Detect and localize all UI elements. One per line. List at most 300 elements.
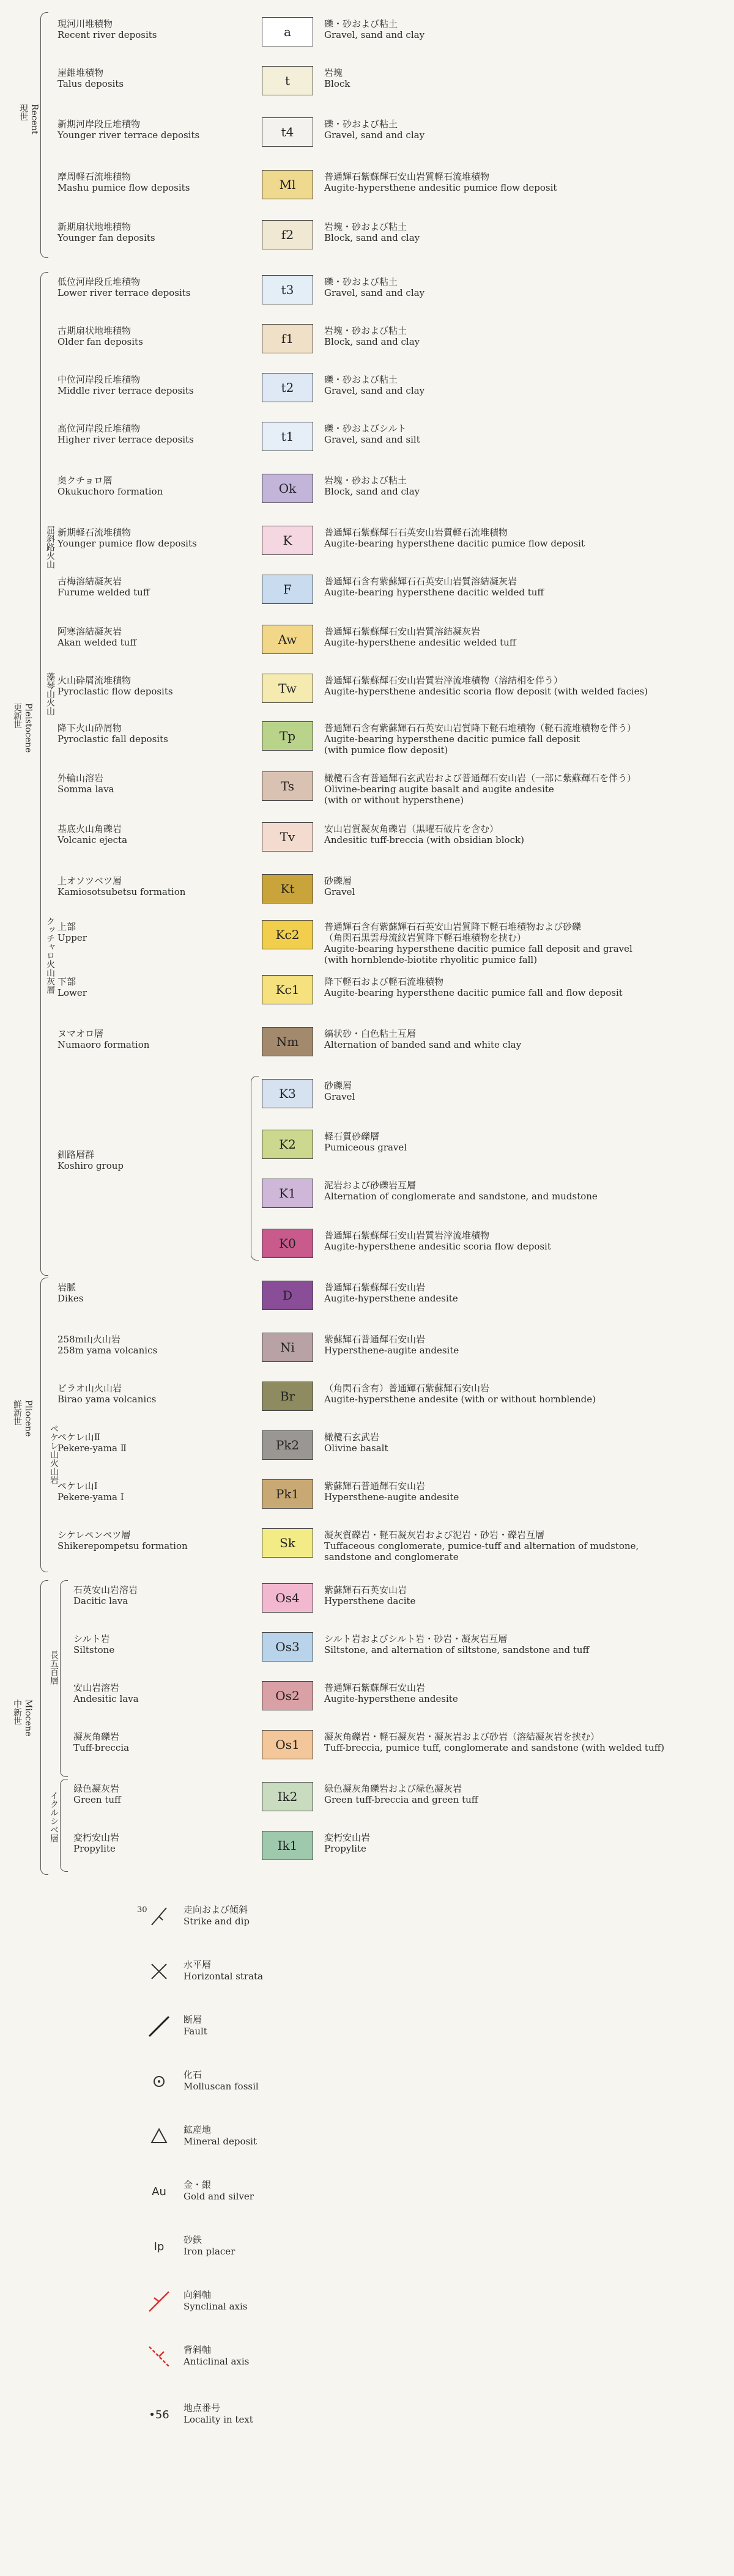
unit-name-en: Younger fan deposits [57,232,155,243]
unit-swatch [262,1681,313,1710]
description-line: 砂礫層 [324,1080,352,1091]
symbol-label-jp: 地点番号 [184,2402,221,2413]
unit-swatch [262,1027,313,1056]
unit-name-jp: ヌマオロ層 [57,1028,104,1039]
unit-code: Kc2 [275,927,300,942]
ip-icon [147,2234,171,2259]
description-line: Gravel [324,886,355,897]
unit-name-en: Lower river terrace deposits [57,287,191,298]
unit-name-en: Siltstone [73,1644,115,1655]
unit-description [324,423,420,445]
unit-name-en: Akan welded tuff [57,637,137,648]
symbol-label-en: Horizontal strata [184,1971,264,1982]
unit-swatch [262,324,313,353]
description-line: Gravel, sand and clay [324,130,425,141]
miocene-bracket [40,1580,48,1875]
unit-name-jp: 中位河岸段丘堆積物 [57,374,141,385]
unit-description [324,171,557,193]
symbol-label [184,2344,249,2368]
unit-swatch [262,1583,313,1613]
unit-description [324,67,350,89]
unit-description [324,1731,664,1753]
unit-swatch [262,575,313,604]
description-line: 礫・砂およびシルト [324,423,407,434]
unit-name-en: Lower [57,987,87,998]
unit-label [57,1432,127,1454]
description-line: （角閃石含有）普通輝石紫蘇輝石安山岩 [324,1383,490,1394]
unit-swatch [262,1430,313,1460]
symbol-label-en: Locality in text [184,2414,253,2425]
unit-name-jp: 低位河岸段丘堆積物 [57,276,141,287]
unit-name-jp: 石英安山岩溶岩 [73,1584,138,1595]
description-line: 普通輝石紫蘇輝石安山岩質岩滓流堆積物 [324,1230,490,1241]
symbol-label-jp: 背斜軸 [184,2344,212,2355]
unit-label [73,1584,138,1606]
unit-code: K0 [279,1236,296,1251]
unit-code: Ik2 [277,1789,298,1804]
description-line: Pumiceous gravel [324,1142,407,1153]
osappe-bracket [60,1580,68,1777]
unit-name-en: Pyroclastic flow deposits [57,686,173,697]
unit-code: t4 [281,125,294,139]
description-line: Gravel, sand and silt [324,434,420,445]
unit-description [324,576,544,598]
ikurushibe-bracket [60,1779,68,1872]
era-label-en: Pliocene [23,1400,33,1437]
unit-swatch [262,1831,313,1860]
description-line: Augite-bearing hypersthene dacitic pumice fall deposit and gravel [324,943,632,954]
unit-name-en: Tuff-breccia [73,1742,130,1753]
kushiro-label [57,1149,124,1171]
unit-name-jp: 凝灰角礫岩 [73,1731,120,1742]
anticline-icon [147,2344,171,2369]
description-line: （角閃石黒雲母流紋岩質降下軽石堆積物を挟む） [324,932,527,943]
unit-swatch [262,1229,313,1258]
unit-name-en: Somma lava [57,784,114,795]
unit-description [324,1432,388,1454]
unit-description [324,1832,370,1854]
unit-label [57,1334,157,1356]
unit-description [324,1783,478,1805]
unit-name-jp: 岩脈 [57,1282,76,1293]
description-line: Gravel [324,1091,355,1102]
unit-swatch [262,1281,313,1310]
unit-name-jp: 阿寒溶結凝灰岩 [57,626,122,637]
unit-swatch [262,170,313,199]
unit-name-jp: 258m山火山岩 [57,1334,120,1345]
unit-swatch [262,874,313,903]
description-line: 普通輝石含有紫蘇輝石石英安山岩質降下軽石堆積物および砂礫 [324,921,582,932]
unit-description [324,18,424,40]
description-line: 岩塊・砂および粘土 [324,325,407,336]
unit-label [73,1731,129,1753]
description-line: Alternation of conglomerate and sandstone, and mudstone [324,1191,598,1202]
unit-code: Pk1 [275,1487,300,1501]
unit-label [73,1783,121,1805]
unit-name-en: Volcanic ejecta [57,834,128,845]
unit-description [324,374,424,396]
unit-description [324,921,632,965]
unit-code: Kc1 [275,982,300,997]
unit-name-jp: 変朽安山岩 [73,1832,120,1843]
unit-name-en: 258m yama volcanics [57,1345,158,1356]
description-line: 縞状砂・白色粘土互層 [324,1028,417,1039]
locality-icon [147,2402,171,2427]
unit-swatch [262,975,313,1004]
unit-swatch [262,474,313,503]
unit-swatch [262,1632,313,1662]
unit-code: f1 [281,331,294,346]
unit-label [57,18,157,40]
description-line: Gravel, sand and clay [324,385,425,396]
era-label-jp: 現世 [18,104,28,121]
unit-swatch [262,1130,313,1159]
unit-name-en: Numaoro formation [57,1039,150,1050]
unit-swatch [262,275,313,304]
unit-name-jp: 基底火山角礫岩 [57,823,122,834]
unit-code: K3 [279,1086,296,1101]
description-line: Hypersthene-augite andesite [324,1492,459,1503]
unit-name-en: Older fan deposits [57,336,143,347]
unit-name-en: Middle river terrace deposits [57,385,194,396]
formation-label-jp: イクルシベ層 [49,1791,59,1842]
era-label-jp: 中新世 [12,1699,22,1725]
unit-swatch [262,625,313,654]
description-line: Augite-hypersthene andesitic scoria flow deposit [324,1241,551,1252]
unit-label [57,527,197,549]
symbol-glyph: Ip [154,2240,165,2253]
unit-code: t [284,73,291,88]
unit-description [324,1682,458,1704]
symbol-label-en: Strike and dip [184,1916,250,1927]
unit-code: a [284,24,291,39]
unit-label [57,875,185,897]
unit-label [57,773,114,795]
unit-name-en: Shikerepompetsu formation [57,1540,188,1551]
unit-description [324,1080,355,1102]
unit-swatch [262,1479,313,1509]
unit-swatch [262,373,313,402]
symbol-label-jp: 金・銀 [184,2179,212,2190]
unit-name-jp: 現河川堆積物 [57,18,113,29]
description-line: 普通輝石紫蘇輝石石英安山岩質軽石流堆積物 [324,527,508,538]
unit-description [324,527,585,549]
description-line: 凝灰角礫岩・軽石凝灰岩・凝灰岩および砂岩（溶結凝灰岩を挟む） [324,1731,600,1742]
unit-description [324,1584,415,1606]
unit-code: Br [280,1389,295,1404]
unit-name-en: Birao yama volcanics [57,1394,157,1405]
symbol-label-en: Fault [184,2026,207,2037]
unit-label [57,1481,124,1503]
fault-icon [147,2014,171,2039]
unit-description [324,1131,407,1153]
unit-code: Ok [278,481,297,496]
description-line: Olivine-bearing augite basalt and augite andesite [324,784,554,795]
description-line: Green tuff-breccia and green tuff [324,1794,478,1805]
unit-label [57,1282,84,1304]
unit-name-en: Propylite [73,1843,116,1854]
symbol-label-jp: 砂鉄 [184,2234,202,2245]
unit-code: Tv [280,830,295,844]
unit-swatch [262,1079,313,1108]
description-line: 普通輝石紫蘇輝石安山岩質岩滓流堆積物（溶結相を伴う） [324,675,563,686]
unit-swatch [262,771,313,801]
description-line: (with pumice flow deposit) [324,745,448,756]
unit-swatch [262,220,313,249]
symbol-label [184,2014,207,2037]
unit-label [57,1383,156,1405]
symbol-glyph: •56 [149,2408,169,2421]
unit-name-jp: 新期扇状地堆積物 [57,221,132,232]
description-line: Augite-hypersthene andesite [324,1693,458,1704]
unit-description [324,1282,458,1304]
description-line: 紫蘇輝石普通輝石安山岩 [324,1481,426,1492]
unit-description [324,1633,589,1655]
unit-name-en: Dacitic lava [73,1595,128,1606]
description-line: 安山岩質凝灰角礫岩（黒曜石破片を含む） [324,823,499,834]
unit-code: Pk2 [275,1438,300,1452]
description-line: 岩塊 [324,67,343,78]
unit-name-jp: 緑色凝灰岩 [73,1783,120,1794]
description-line: 降下軽石および軽石流堆積物 [324,976,444,987]
unit-code: Os4 [275,1591,300,1605]
description-line: Tuff-breccia, pumice tuff, conglomerate and sandstone (with welded tuff) [324,1742,665,1753]
description-line: Olivine basalt [324,1443,388,1454]
group-name-en: Koshiro group [57,1160,124,1171]
unit-code: K [283,533,292,548]
description-line: 軽石質砂礫層 [324,1131,380,1142]
description-line: 砂礫層 [324,875,352,886]
unit-swatch [262,526,313,555]
symbol-label-jp: 水平層 [184,1959,212,1970]
unit-description [324,675,648,697]
unit-name-en: Pyroclastic fall deposits [57,734,168,745]
dip-value: 30 [137,1905,147,1915]
symbol-label-jp: 断層 [184,2014,202,2025]
unit-code: t2 [281,380,294,395]
era-label-en: Miocene [23,1699,33,1737]
unit-name-jp: ペケレ山Ⅱ [57,1432,100,1443]
unit-description [324,1028,521,1050]
description-line: Augite-bearing hypersthene dacitic pumice fall deposit [324,734,580,745]
description-line: シルト岩およびシルト岩・砂岩・凝灰岩互層 [324,1633,508,1644]
symbol-label-en: Iron placer [184,2246,235,2257]
unit-swatch [262,1179,313,1208]
symbol-label [184,2402,253,2426]
unit-swatch [262,1730,313,1759]
description-line: 普通輝石紫蘇輝石安山岩 [324,1682,426,1693]
description-line: Block, sand and clay [324,232,420,243]
unit-swatch [262,721,313,751]
unit-name-en: Furume welded tuff [57,587,150,598]
symbol-label-jp: 走向および傾斜 [184,1904,248,1915]
description-line: 凝灰質礫岩・軽石凝灰岩および泥岩・砂岩・礫岩互層 [324,1529,545,1540]
unit-name-jp: 崖錐堆積物 [57,67,104,78]
unit-code: Os2 [275,1688,300,1703]
unit-label [57,626,136,648]
description-line: Andesitic tuff-breccia (with obsidian block) [324,834,524,845]
description-line: Gravel, sand and clay [324,287,425,298]
unit-code: K2 [279,1137,296,1152]
unit-name-en: Younger river terrace deposits [57,130,200,141]
description-line: 普通輝石紫蘇輝石安山岩 [324,1282,426,1293]
volcano-label-jp: 藻琴山火山 [45,672,55,715]
description-line: Block, sand and clay [324,486,420,497]
unit-name-en: Dikes [57,1293,84,1304]
unit-label [57,374,194,396]
unit-swatch [262,1382,313,1411]
description-line: Augite-hypersthene andesite (with or without hornblende) [324,1394,596,1405]
description-line: 礫・砂および粘土 [324,119,398,130]
unit-code: Kt [280,881,295,896]
unit-name-en: Kamiosotsubetsu formation [57,886,186,897]
unit-label [57,67,124,89]
symbol-label-jp: 鉱産地 [184,2124,212,2135]
symbol-label [184,2289,247,2313]
unit-name-jp: 外輪山溶岩 [57,773,104,784]
unit-swatch [262,1782,313,1811]
unit-name-jp: 奥クチョロ層 [57,475,113,486]
unit-name-en: Green tuff [73,1794,121,1805]
unit-label [57,1028,149,1050]
description-line: 普通輝石含有紫蘇輝石石英安山岩質溶結凝灰岩 [324,576,517,587]
unit-description [324,1334,459,1356]
description-line: 礫・砂および粘土 [324,18,398,29]
unit-label [57,675,173,697]
unit-description [324,723,636,756]
symbol-label [184,2124,257,2147]
horizontal-icon [147,1959,171,1984]
mineral-icon [147,2124,171,2149]
era-label-jp: 更新世 [12,703,22,729]
description-line: 礫・砂および粘土 [324,374,398,385]
unit-name-jp: ビラオ山火山岩 [57,1383,122,1394]
unit-name-en: Upper [57,932,87,943]
description-line: Block [324,78,350,89]
unit-code: Ik1 [277,1838,298,1853]
unit-label [57,1529,188,1551]
unit-code: Sk [280,1536,295,1550]
unit-code: Ml [279,177,296,192]
unit-code: Aw [278,632,297,647]
unit-swatch [262,66,313,95]
unit-description [324,1529,639,1562]
unit-name-en: Talus deposits [57,78,124,89]
description-line: 普通輝石紫蘇輝石安山岩質軽石流堆積物 [324,171,490,182]
unit-code: Ts [280,779,295,793]
unit-swatch [262,1528,313,1558]
unit-name-jp: 高位河岸段丘堆積物 [57,423,141,434]
description-line: Tuffaceous conglomerate, pumice-tuff and alternation of mudstone, [324,1540,639,1551]
unit-name-en: Mashu pumice flow deposits [57,182,190,193]
unit-code: f2 [281,227,294,242]
description-line: Hypersthene dacite [324,1595,416,1606]
symbol-label-en: Gold and silver [184,2191,254,2202]
unit-code: D [282,1288,293,1303]
description-line: Augite-hypersthene andesitic pumice flow deposit [324,182,557,193]
symbol-glyph: Au [152,2185,166,2198]
unit-name-jp: 摩周軽石流堆積物 [57,171,132,182]
symbol-label [184,2179,254,2202]
unit-label [57,576,149,598]
pleistocene-bracket [40,272,48,1276]
unit-code: F [283,582,292,597]
unit-name-en: Pekere-yama Ⅱ [57,1443,127,1454]
unit-name-jp: 古梅溶結凝灰岩 [57,576,122,587]
unit-description [324,1230,551,1252]
description-line: Augite-hypersthene andesitic scoria flow deposit (with welded facies) [324,686,648,697]
description-line: Augite-bearing hypersthene dacitic pumice fall and flow deposit [324,987,623,998]
unit-swatch [262,674,313,703]
unit-name-en: Younger pumice flow deposits [57,538,197,549]
description-line: sandstone and conglomerate [324,1551,459,1562]
unit-name-jp: シルト岩 [73,1633,110,1644]
unit-swatch [262,17,313,46]
unit-code: Ni [280,1340,295,1355]
unit-name-jp: 新期河岸段丘堆積物 [57,119,141,130]
description-line: 橄欖石含有普通輝石玄武岩および普通輝石安山岩（一部に紫蘇輝石を伴う） [324,773,637,784]
unit-description [324,1383,596,1405]
description-line: Block, sand and clay [324,336,420,347]
unit-swatch [262,822,313,852]
unit-label [57,325,143,347]
unit-description [324,875,355,897]
description-line: 礫・砂および粘土 [324,276,398,287]
pliocene-bracket [40,1278,48,1572]
syncline-icon [147,2289,171,2314]
volcano-label-jp: クッチャロ火山灰層 [45,917,55,994]
era-label-jp: 鮮新世 [12,1400,22,1426]
symbol-label [184,1959,263,1982]
au-icon [147,2179,171,2204]
unit-name-en: Recent river deposits [57,29,157,40]
unit-code: Os3 [275,1639,300,1654]
unit-label [57,221,155,243]
unit-name-en: Pekere-yama Ⅰ [57,1492,124,1503]
unit-code: K1 [279,1186,296,1201]
fossil-icon [147,2069,171,2094]
group-label-jp: ペケレ山火山岩 [49,1424,59,1484]
description-line: Alternation of banded sand and white clay [324,1039,522,1050]
description-line: Siltstone, and alternation of siltstone, sandstone and tuff [324,1644,590,1655]
description-line: 岩塊・砂および粘土 [324,475,407,486]
unit-name-jp: 火山砕屑流堆積物 [57,675,132,686]
unit-code: t3 [281,282,294,297]
unit-name-jp: 上部 [57,921,76,932]
unit-name-jp: 新期軽石流堆積物 [57,527,132,538]
unit-code: Tw [278,681,297,696]
unit-swatch [262,117,313,147]
description-line: 橄欖石玄武岩 [324,1432,380,1443]
description-line: 岩塊・砂および粘土 [324,221,407,232]
unit-label [57,423,194,445]
description-line: 普通輝石紫蘇輝石安山岩質溶結凝灰岩 [324,626,481,637]
unit-description [324,475,420,497]
kushiro-bracket [251,1076,259,1260]
unit-name-jp: 安山岩溶岩 [73,1682,120,1693]
description-line: (with or without hypersthene) [324,795,464,806]
description-line: 普通輝石含有紫蘇輝石石英安山岩質降下軽石堆積物（軽石流堆積物を伴う） [324,723,637,734]
description-line: Augite-hypersthene andesitic welded tuff [324,637,516,648]
unit-name-jp: ペケレ山Ⅰ [57,1481,98,1492]
description-line: (with hornblende-biotite rhyolitic pumice fall) [324,954,538,965]
description-line: 変朽安山岩 [324,1832,371,1843]
unit-swatch [262,422,313,451]
symbol-label-en: Mineral deposit [184,2136,258,2147]
unit-name-en: Okukuchoro formation [57,486,163,497]
unit-description [324,276,424,298]
unit-label [57,119,199,141]
